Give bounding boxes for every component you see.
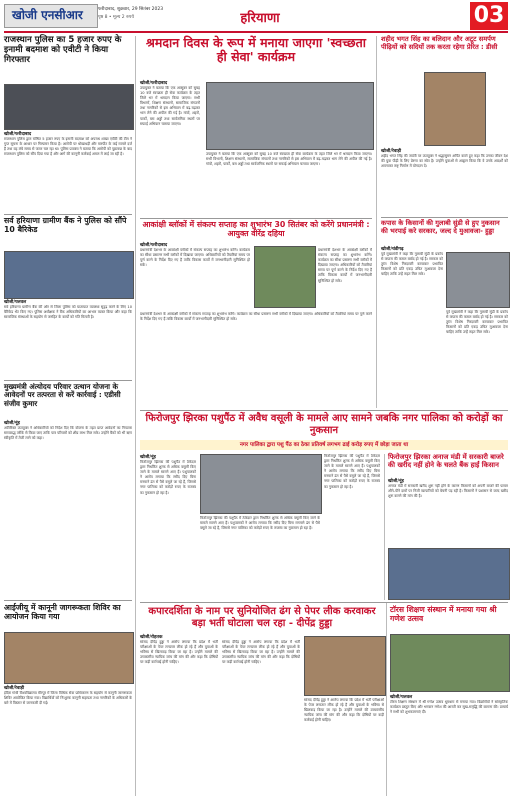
sub-lead-article [140, 221, 372, 239]
pashu-painth-byline: खोजी/नूंह [140, 455, 156, 460]
paper-leak-byline: खोजी/रोहतक [140, 635, 163, 640]
article-byline: खोजी/नूंह [388, 479, 404, 484]
article-byline: खोजी/पलवल [4, 300, 27, 305]
column-rule [384, 454, 385, 600]
cattle-market-photo [200, 454, 322, 514]
page-number: 03 [470, 2, 508, 30]
article-legal-camp [4, 604, 132, 622]
paper-leak-body: सांसद दीपेंद्र हुड्डा ने आरोप लगाया कि प्रदेश में भर्ती परीक्षाओं के पेपर लगातार लीक हो रहे हैं और युवाओं के भविष्य से खिलवाड़ किया जा रहा है। उन्होंने मामले की उच्चस्तरीय न्यायिक जांच की मांग की और कहा कि दोषियों पर कड़ी कार्रवाई होनी चाहिए। [140, 640, 218, 665]
article-byline: खोजी/रेवाड़ी [4, 686, 25, 691]
article-headline: फिरोजपुर झिरका अनाज मंडी में सरकारी बाजरे की खरीद नहीं होने के चलते बैंक हाईं किसान [388, 453, 504, 469]
masthead [0, 0, 512, 32]
bhagat-singh-article [381, 36, 508, 51]
article-body: टॉरस शिक्षण संस्थान में श्री गणेश उत्सव धूमधाम से मनाया गया। विद्यार्थियों ने सांस्कृतिक कार्यक्रम प्रस्तुत किए और भगवान गणेश की आरती कर सुख-समृद्धि की कामना की। प्राचार्य ने सभी को शुभकामनाएं दीं। [390, 700, 508, 715]
header-rule [4, 31, 508, 33]
divider [140, 218, 372, 219]
newspaper-logo-text: खोजी एनसीआर [12, 8, 83, 22]
sub-lead-body-tail: प्रधानमंत्री देशभर के आकांक्षी ब्लॉकों में संकल्प सप्ताह का शुभारंभ करेंगे। कार्यक्रम का सीधा प्रसारण सभी ब्लॉकों में दिखाया जाएगा। अधिकारियों को तैयारियां समय पर पूर्ण करने के निर्देश दिए गए हैं ताकि विकास कार्यों में जनभागीदारी सुनिश्चित हो सके। [140, 312, 372, 322]
strapline-bar [140, 440, 508, 450]
grain-market-photo [388, 548, 510, 600]
lead-article [140, 36, 372, 65]
article-body: शहीद भगत सिंह की जयंती पर उपायुक्त ने श्रद्धासुमन अर्पित करते हुए कहा कि उनका जीवन देश की युवा पीढ़ी के लिए प्रेरणा का स्रोत है। उन्होंने युवाओं से आह्वान किया कि वे उनके आदर्शों को अपनाकर राष्ट्र निर्माण में योगदान दें। [381, 154, 508, 169]
article-byline: खोजी/चंडीगढ़ [381, 247, 404, 252]
hooda-portrait-photo [446, 252, 510, 308]
lead-body-continued: उपायुक्त ने बताया कि एक अक्टूबर को सुबह 10 बजे स्वच्छता ही सेवा कार्यक्रम के तहत जिले भर में श्रमदान किया जाएगा। सभी विभागों, शिक्षण संस्थानों, सामाजिक संगठनों तथा नागरिकों से इस अभियान में बढ़-चढ़कर भाग लेने की अपील की गई है। गांवों, शहरों, पार्कों, बस अड्डों तथा सार्वजनिक स्थलों पर सफाई अभियान चलाया जाएगा। [206, 152, 372, 167]
article-headline: शहीद भगत सिंह का बलिदान और अटूट समर्पण पीढ़ियों को सदियों तक करता रहेगा प्रेरित : डीसी [381, 35, 498, 51]
column-rule [376, 36, 377, 408]
lead-headline: श्रमदान दिवस के रूप में मनाया जाएगा 'स्वच्छता ही सेवा' कार्यक्रम [146, 35, 366, 65]
section-header [180, 8, 340, 24]
pashu-painth-headline: फिरोजपुर झिरका पशुपैंठ में अवैध वसूली के मामले आए सामने जबकि नगर पालिका को करोड़ों का नुकसान [145, 413, 503, 436]
taurus-article [390, 606, 508, 623]
article-byline: खोजी/रेवाड़ी [381, 149, 402, 154]
dc-portrait-photo [424, 72, 486, 146]
divider [381, 217, 508, 218]
article-body: अतिरिक्त उपायुक्त ने अधिकारियों को निर्देश दिए कि योजना के तहत प्राप्त आवेदनों का निपटारा समयबद्ध तरीके से किया जाए ताकि पात्र परिवारों को शीघ्र लाभ मिल सके। उन्होंने बैंकों को भी ऋण स्वीकृति में तेजी लाने को कहा। [4, 426, 132, 441]
article-byline: खोजी/नूंह [4, 421, 20, 426]
article-body: इंदिरा गांधी विश्वविद्यालय मीरपुर में जिला विधिक सेवा प्राधिकरण के सहयोग से कानूनी जागरूकता शिविर आयोजित किया गया। विद्यार्थियों को निःशुल्क कानूनी सहायता तथा नागरिकों के अधिकारों के बारे में विस्तार से जानकारी दी गई। [4, 691, 132, 706]
article-antyodaya [4, 383, 132, 408]
lead-body: उपायुक्त ने बताया कि एक अक्टूबर को सुबह 10 बजे स्वच्छता ही सेवा कार्यक्रम के तहत जिले भर में श्रमदान किया जाएगा। सभी विभागों, शिक्षण संस्थानों, सामाजिक संगठनों तथा नागरिकों से इस अभियान में बढ़-चढ़कर भाग लेने की अपील की गई है। गांवों, शहरों, पार्कों, बस अड्डों तथा सार्वजनिक स्थलों पर सफाई अभियान चलाया जाएगा। [140, 86, 200, 126]
sub-lead-body: प्रधानमंत्री देशभर के आकांक्षी ब्लॉकों में संकल्प सप्ताह का शुभारंभ करेंगे। कार्यक्रम का सीधा प्रसारण सभी ब्लॉकों में दिखाया जाएगा। अधिकारियों को तैयारियां समय पर पूर्ण करने के निर्देश दिए गए हैं ताकि विकास कार्यों में जनभागीदारी सुनिश्चित हो सके। [140, 248, 250, 268]
article-body: पूर्व मुख्यमंत्री ने कहा कि गुलाबी सुंडी के प्रकोप से कपास की फसल बर्बाद हो गई है। सरकार को तुरंत विशेष गिरदावरी करवाकर प्रभावित किसानों को प्रति एकड़ उचित मुआवजा देना चाहिए ताकि उन्हें राहत मिल सके। [381, 252, 443, 277]
divider [4, 600, 132, 601]
article-body: राजस्थान पुलिस द्वारा घोषित 5 हजार रुपए के इनामी बदमाश को अपराध शाखा एवीटी की टीम ने गुप्त सूचना के आधार पर गिरफ्तार किया है। आरोपी पर धोखाधड़ी और मारपीट के कई मामले दर्ज हैं तथा वह लंबे समय से फरार चल रहा था। पुलिस प्रवक्ता ने बताया कि आरोपी को पूछताछ के बाद राजस्थान पुलिस को सौंप दिया गया है और आगे की कानूनी कार्रवाई अमल में लाई जा रही है। [4, 137, 132, 157]
ganesh-utsav-photo [390, 634, 510, 692]
edition-line: पृष्ठ 8 • मूल्य 2 रुपये [98, 15, 134, 20]
sub-lead-headline: आकांक्षी ब्लॉकों में संकल्प सप्ताह का शुभारंभ 30 सितंबर को करेंगे प्रधानमंत्री : आयुक्त वीरेंद्र दहिया [142, 220, 370, 238]
arrest-photo [4, 84, 134, 130]
article-police-arrest [4, 36, 132, 66]
strapline: नगर पालिका द्वारा पशु पैंठ का ठेका प्रतिवर्ष लगभग ढाई करोड़ रुपए में छोड़ा जाता था [239, 442, 409, 448]
pashu-painth-body-continued: फिरोजपुर झिरका की पशुपैंठ में ठेकेदार द्वारा निर्धारित शुल्क से अधिक वसूली किए जाने के मामले सामने आए हैं। पशुपालकों ने आरोप लगाया कि रसीद दिए बिना मनमाने ढंग से पैसे वसूले जा रहे हैं, जिससे नगर पालिका को करोड़ों रुपए के राजस्व का नुकसान हो रहा है। [200, 516, 320, 531]
sub-lead-body-continued: प्रधानमंत्री देशभर के आकांक्षी ब्लॉकों में संकल्प सप्ताह का शुभारंभ करेंगे। कार्यक्रम का सीधा प्रसारण सभी ब्लॉकों में दिखाया जाएगा। अधिकारियों को तैयारियां समय पर पूर्ण करने के निर्देश दिए गए हैं ताकि विकास कार्यों में जनभागीदारी सुनिश्चित हो सके। [318, 248, 372, 283]
article-headline: सर्व हरियाणा ग्रामीण बैंक ने पुलिस को सौंपे 10 बैरिकेड [4, 216, 127, 234]
section-title: हरियाणा [240, 11, 280, 26]
article-headline: टॉरस शिक्षण संस्थान में मनाया गया श्री गणेश उत्सव [390, 605, 497, 623]
article-headline: कपास के किसानों की गुलाबी सुंडी से हुए नुकसान की भरपाई करे सरकार, जल्द दे मुआवजा- हुड्डा [381, 219, 500, 235]
column-rule [135, 36, 136, 796]
divider [140, 410, 508, 411]
paper-leak-article [140, 606, 384, 629]
divider [4, 214, 132, 215]
article-headline: मुख्यमंत्री अंत्योदय परिवार उत्थान योजना के आवेदनों पर तत्परता से करें कार्रवाई : एडीसी संजीव कुमार [4, 382, 121, 408]
pashu-painth-body: फिरोजपुर झिरका की पशुपैंठ में ठेकेदार द्वारा निर्धारित शुल्क से अधिक वसूली किए जाने के मामले सामने आए हैं। पशुपालकों ने आरोप लगाया कि रसीद दिए बिना मनमाने ढंग से पैसे वसूले जा रहे हैं, जिससे नगर पालिका को करोड़ों रुपए के राजस्व का नुकसान हो रहा है। [140, 460, 196, 495]
cotton-farmers-article [381, 220, 508, 235]
article-body: सर्व हरियाणा ग्रामीण बैंक की ओर से जिला पुलिस को यातायात व्यवस्था सुदृढ़ करने के लिए 10 बैरिकेड भेंट किए गए। पुलिस अधीक्षक ने बैंक अधिकारियों का आभार व्यक्त किया और कहा कि सामाजिक संस्थाओं के सहयोग से जनहित के कार्यों को गति मिलती है। [4, 305, 132, 320]
article-headline: आईजीयू में कानूनी जागरूकता शिविर का आयोजन किया गया [4, 603, 121, 621]
commissioner-photo [254, 246, 316, 308]
article-body-continued: पूर्व मुख्यमंत्री ने कहा कि गुलाबी सुंडी के प्रकोप से कपास की फसल बर्बाद हो गई है। सरकार को तुरंत विशेष गिरदावरी करवाकर प्रभावित किसानों को प्रति एकड़ उचित मुआवजा देना चाहिए ताकि उन्हें राहत मिल सके। [446, 310, 508, 335]
divider [4, 380, 132, 381]
sub-lead-byline: खोजी/फरीदाबाद [140, 243, 168, 248]
divider [384, 602, 508, 603]
pashu-painth-article [140, 413, 508, 436]
article-barricades [4, 217, 132, 235]
column-rule [386, 602, 387, 796]
hooda-photo [304, 636, 386, 696]
legal-camp-photo [4, 632, 134, 684]
paper-leak-body-tail: सांसद दीपेंद्र हुड्डा ने आरोप लगाया कि प्रदेश में भर्ती परीक्षाओं के पेपर लगातार लीक हो रहे हैं और युवाओं के भविष्य से खिलवाड़ किया जा रहा है। उन्होंने मामले की उच्चस्तरीय न्यायिक जांच की मांग की और कहा कि दोषियों पर कड़ी कार्रवाई होनी चाहिए। [304, 698, 384, 723]
article-byline: खोजी/पलवल [390, 695, 413, 700]
lead-byline: खोजी/फरीदाबाद [140, 81, 168, 86]
paper-leak-headline: कपारदर्शिता के नाम पर सुनियोजित ढंग से पेपर लीक करवाकर बड़ा भर्ती घोटाला चल रहा - दीपेंद्र हुड्डा [148, 606, 376, 629]
article-byline: खोजी/फरीदाबाद [4, 132, 32, 137]
date-line: फरीदाबाद, शुक्रवार, 29 सितंबर 2023 [98, 7, 164, 12]
article-body: अनाज मंडी में सरकारी खरीद शुरू नहीं होने के कारण किसानों को अपनी बाजरे की फसल औने-पौने दामों पर निजी व्यापारियों को बेचनी पड़ रही है। किसानों ने प्रशासन से जल्द खरीद शुरू कराने की मांग की है। [388, 484, 508, 499]
meeting-photo [206, 82, 374, 150]
article-headline: राजस्थान पुलिस का 5 हजार रुपए के इनामी बदमाश को एवीटी ने किया गिरफ्तार [4, 35, 122, 65]
grain-market-headline-box [388, 454, 508, 470]
divider [140, 602, 384, 603]
paper-leak-body-continued: सांसद दीपेंद्र हुड्डा ने आरोप लगाया कि प्रदेश में भर्ती परीक्षाओं के पेपर लगातार लीक हो रहे हैं और युवाओं के भविष्य से खिलवाड़ किया जा रहा है। उन्होंने मामले की उच्चस्तरीय न्यायिक जांच की मांग की और कहा कि दोषियों पर कड़ी कार्रवाई होनी चाहिए। [222, 640, 300, 665]
barricades-photo [4, 251, 134, 299]
pashu-painth-body-tail: फिरोजपुर झिरका की पशुपैंठ में ठेकेदार द्वारा निर्धारित शुल्क से अधिक वसूली किए जाने के मामले सामने आए हैं। पशुपालकों ने आरोप लगाया कि रसीद दिए बिना मनमाने ढंग से पैसे वसूले जा रहे हैं, जिससे नगर पालिका को करोड़ों रुपए के राजस्व का नुकसान हो रहा है। [324, 454, 380, 489]
